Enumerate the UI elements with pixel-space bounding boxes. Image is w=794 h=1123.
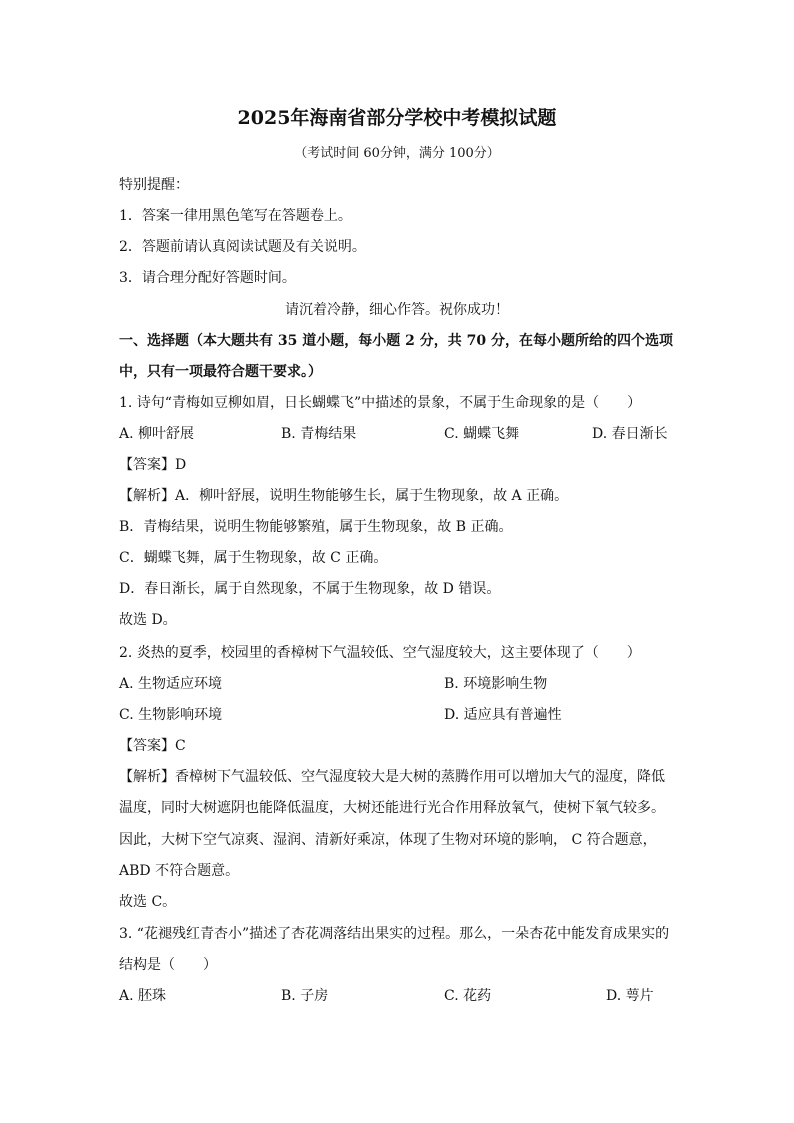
question-1-option-a: A. 柳叶舒展	[119, 426, 195, 442]
question-2-answer: 【答案】C	[119, 738, 186, 754]
question-1-option-c: C. 蝴蝶飞舞	[444, 426, 520, 442]
question-2-option-d: D. 适应具有普遍性	[444, 707, 562, 723]
page-title: 2025年海南省部分学校中考模拟试题	[237, 107, 557, 129]
question-1-option-b: B. 青梅结果	[281, 426, 357, 442]
question-1-analysis-line-2: B．青梅结果，说明生物能够繁殖，属于生物现象，故 B 正确。	[119, 519, 513, 535]
question-3-stem-line-2: 结构是（ ）	[119, 957, 217, 973]
exam-duration-note: （考试时间 60分钟，满分 100分）	[294, 146, 500, 161]
section-heading-line-2: 中，只有一项最符合题干要求。）	[119, 364, 322, 380]
question-2-stem: 2. 炎热的夏季，校园里的香樟树下气温较低、空气湿度较大，这主要体现了（ ）	[119, 645, 641, 661]
notice-heading: 特别提醒：	[119, 177, 189, 193]
question-3-option-d: D. 萼片	[606, 988, 654, 1004]
section-heading-line-1: 一、选择题（本大题共有 35 道小题，每小题 2 分，共 70 分，在每小题所给的四个选项	[119, 333, 673, 349]
question-3-option-c: C. 花药	[444, 988, 492, 1004]
notice-item-3: 3．请合理分配好答题时间。	[119, 270, 296, 286]
notice-item-2: 2．答题前请认真阅读试题及有关说明。	[119, 239, 366, 255]
notice-item-1: 1．答案一律用黑色笔写在答题卷上。	[119, 208, 352, 224]
question-3-option-a: A. 胚珠	[119, 988, 167, 1004]
question-3-stem-line-1: 3. “花褪残红青杏小”描述了杏花凋落结出果实的过程。那么，一朵杏花中能发育成果实的	[119, 926, 670, 942]
question-1-answer: 【答案】D	[119, 457, 187, 473]
question-1-analysis-line-3: C．蝴蝶飞舞，属于生物现象，故 C 正确。	[119, 550, 388, 566]
good-luck-line: 请沉着冷静，细心作答。祝你成功！	[285, 302, 509, 318]
question-2-analysis-line-1: 【解析】香樟树下气温较低、空气湿度较大是大树的蒸腾作用可以增加大气的湿度，降低	[119, 769, 665, 785]
question-2-conclusion: 故选 C。	[119, 894, 177, 910]
question-2-option-c: C. 生物影响环境	[119, 707, 223, 723]
question-2-analysis-line-2: 温度，同时大树遮阴也能降低温度，大树还能进行光合作用释放氧气，使树下氧气较多。	[119, 800, 665, 816]
question-2-option-b: B. 环境影响生物	[444, 676, 548, 692]
question-2-analysis-line-4: ABD 不符合题意。	[119, 863, 240, 879]
question-3-option-b: B. 子房	[281, 988, 329, 1004]
question-1-analysis-line-4: D．春日渐长，属于自然现象，不属于生物现象，故 D 错误。	[119, 581, 501, 597]
question-1-analysis-line-1: 【解析】A．柳叶舒展，说明生物能够生长，属于生物现象，故 A 正确。	[119, 488, 569, 504]
question-1-option-d: D. 春日渐长	[592, 426, 668, 442]
question-1-conclusion: 故选 D。	[119, 612, 177, 628]
question-1-stem: 1. 诗句“青梅如豆柳如眉，日长蝴蝶飞”中描述的景象，不属于生命现象的是（ ）	[119, 395, 642, 411]
question-2-analysis-line-3: 因此，大树下空气凉爽、湿润、清新好乘凉，体现了生物对环境的影响， C 符合题意，	[119, 832, 657, 848]
question-2-option-a: A. 生物适应环境	[119, 676, 223, 692]
